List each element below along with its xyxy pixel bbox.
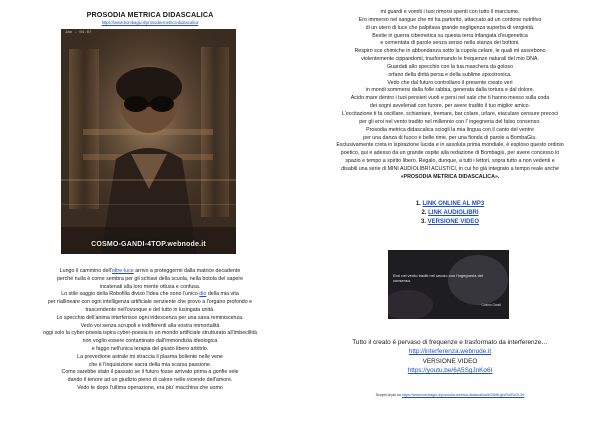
body-line <box>10 330 290 338</box>
page-title: PROSODIA METRICA DIDASCALICA <box>86 10 214 19</box>
body-text: Vedo te dopo l'ultima operazione, era piu' macchina che uomo <box>77 384 223 391</box>
audio-link[interactable]: VERSIONE VIDEO <box>427 219 480 225</box>
body-line <box>10 385 290 393</box>
body-text: della mia vita <box>206 291 239 298</box>
body-text: dando il tenore ad un giudizio pieno di calore nelle vicende dell'amore. <box>67 377 233 384</box>
right-page <box>300 0 600 424</box>
body-line <box>10 377 290 385</box>
body-text: che è l'inquisizione sacra della mia scarsa passione. <box>88 361 212 368</box>
photo-stamp: Jan - 04.07 <box>65 31 92 35</box>
body-line: per gli eroi nel vento tradito nel millennio con l' ingegneria del falso consenso. <box>359 118 541 125</box>
bottom-section <box>300 338 600 375</box>
body-line <box>10 338 290 346</box>
body-line <box>10 284 290 292</box>
body-text: trascendente nell'ovunque e del tutto in lusingata unità. <box>85 306 215 313</box>
body-text: non voglio essere contaminato dall'immondizia ideologica <box>82 338 218 345</box>
body-text: Lo specchio dell'anima interferisce ogni iridescenza per una sana reminiscenza. <box>56 314 244 321</box>
footer-link[interactable]: https://www.bombagiu.it/prosodia-metrica-didascalica/#OBWLgIsFkhRcOt-99 <box>401 393 525 397</box>
video-version-label: VERSIONE VIDEO <box>422 357 478 365</box>
bold-title-line: «PROSODIA METRICA DIDASCALICA». <box>400 173 500 180</box>
body-line: spazio e tempo a spirito libero. Regalo, dunque, a tutti i lettori, sopra tutto a non vedenti e <box>345 158 555 165</box>
body-line <box>10 369 290 377</box>
body-line: Vedo che dal futuro controllano il presente creato veri <box>387 79 513 86</box>
body-line: Guardati allo specchio con la tua maschera da goloso <box>386 63 514 70</box>
link-number: 3. <box>420 219 428 225</box>
body-text: Lungo il cammino dell' <box>59 268 112 274</box>
body-line: per una danza di fuoco e belle rime, per una fionda di parole a BombaGiu. <box>363 134 537 141</box>
body-line <box>10 346 290 354</box>
body-text: e faggo nell'unica terapia del giusto libero arbitrio. <box>91 345 209 352</box>
body-line: L'eccitazione ti fa oscillare, schiantare, tremare, bar colare, urlare, eiaculare censure precoci <box>341 110 559 117</box>
body-line: Acido mare dentro i tuoi pensieri vuoti e persi nel sale che ti hanno messo sulla coda <box>350 95 550 102</box>
body-line <box>10 323 290 331</box>
body-line <box>10 362 290 370</box>
body-line <box>10 268 290 276</box>
link-number: 2. <box>421 210 429 216</box>
body-line: Prosodia metrica didascalica sciogli la mia lingua con il canto del ventre <box>366 126 534 133</box>
link-list-item <box>300 209 600 218</box>
inline-link[interactable]: dio <box>199 291 207 298</box>
frequencies-line: Tutto il creato è pervaso di frequenze e trasformato da interferenze… <box>352 339 548 346</box>
body-line <box>10 299 290 307</box>
video-signature: Cosmo Gandi <box>481 303 501 307</box>
body-text: Come sarebbe stato il passato se il futuro fosse arrivato prima a gonfie vele <box>61 369 239 376</box>
body-line: poetico, qui e adesso da un grande ospite alla redazione di Bombagiù, per avere concesso lo <box>340 150 560 157</box>
body-line: Bestie in guerra cibernetica su questa terra infangata d'eugenetica <box>372 32 528 39</box>
portrait-image <box>61 29 236 254</box>
body-line <box>10 307 290 315</box>
body-line <box>10 354 290 362</box>
inline-link[interactable]: oltre-luce <box>111 268 134 274</box>
body-text: La prevedione astrale mi straccia il plasma bollente nelle vene <box>77 353 223 360</box>
video-overlay-text: Eroi nel vento traditi nel secolo con l'ingegneria del consenso. <box>393 273 483 283</box>
body-line: dei sogni avvelenati con furore, per avere tradito il tuo miglior amico. <box>369 103 531 110</box>
source-link[interactable]: https://www.bombagiu.it/prosodia-metrica-didascalica <box>101 20 199 25</box>
body-line: disabili una serie di MINI AUDIOLIBRI ACUSTICI, in cui ho già integrato a tempo reale anche <box>341 165 559 172</box>
body-line: mi guardi e vomiti i tuoi rimorsi spenti con tutto il marciume. <box>380 9 520 15</box>
youtube-link[interactable]: https://youtu.be/6A5SgJnKo6I <box>407 366 493 374</box>
link-number: 1. <box>415 201 423 207</box>
link-list-item <box>300 218 600 227</box>
video-thumbnail[interactable] <box>388 250 509 319</box>
body-text: incatenati alla loro mente ottusa e confusa. <box>99 283 201 290</box>
body-line <box>10 291 290 299</box>
body-text: Vedo voi senza scrupoli e indifferenti alla vostra immortalità <box>80 322 220 329</box>
body-line: orfano della dirità persa e della sublime spicotronica. <box>388 71 512 78</box>
interferenza-link[interactable]: http://interferenza.webnode.it <box>408 348 492 356</box>
body-text: Lo stile saggio della Robofilia diviso l'idea che sono l'unico <box>61 291 200 298</box>
body-text: oggi solo la cyber-poesia ispira cyber-poesia in un mondo artificiale strutturato all'imbecillità <box>43 330 257 337</box>
body-line: Esclusivamente creta in ispirazione lucida e in assoluta prima mondiale, è esploso questo ordinio <box>336 142 564 149</box>
body-text: arrivo a proteggermi dalla matrice decadente <box>133 268 241 274</box>
body-line: Respiro sce chimiche in abbondanza sotto la cupola celare, le quali mi assorbono <box>354 48 546 55</box>
left-body-text <box>10 268 290 393</box>
body-line <box>10 315 290 323</box>
cover-photo <box>61 29 236 254</box>
audio-links-list <box>300 200 600 227</box>
body-line: in mondi sommersi dalla folle rabbia, generata dalla tortura e dal dolore. <box>365 87 535 94</box>
body-line: violentemente cippandomi, trasformando le frequenze naturali del mio DNA. <box>361 56 539 63</box>
audio-link[interactable]: LINK AUDIOLIBRI <box>428 210 479 216</box>
audio-link[interactable]: LINK ONLINE AL MP3 <box>422 201 485 207</box>
footer <box>300 393 600 397</box>
photo-caption: COSMO-GANDI-4TOP.webnode.it <box>91 241 206 248</box>
body-line: e cementata di parole senza senso nella stanza dei bottoni. <box>380 40 520 47</box>
right-body-text <box>300 9 600 182</box>
body-line <box>10 276 290 284</box>
body-text: per riallineare con ogni intelligenza artificiale senziente che provo a l'organo profondo e <box>47 299 253 306</box>
body-line: di un utero di luce che palpitava grande negligenza superba di verginità. <box>365 24 535 31</box>
body-text: perché nulla è come sembra per gli schiavi della scuola, nella botola del sapere <box>56 275 244 282</box>
body-line: Ero immerso nel sangue che mi ha partorito, attaccato ad un cordone nutritivo <box>358 16 542 23</box>
video-background-image <box>388 250 509 319</box>
link-list-item <box>300 200 600 209</box>
footer-prefix: Scoprii di più su <box>375 393 402 397</box>
